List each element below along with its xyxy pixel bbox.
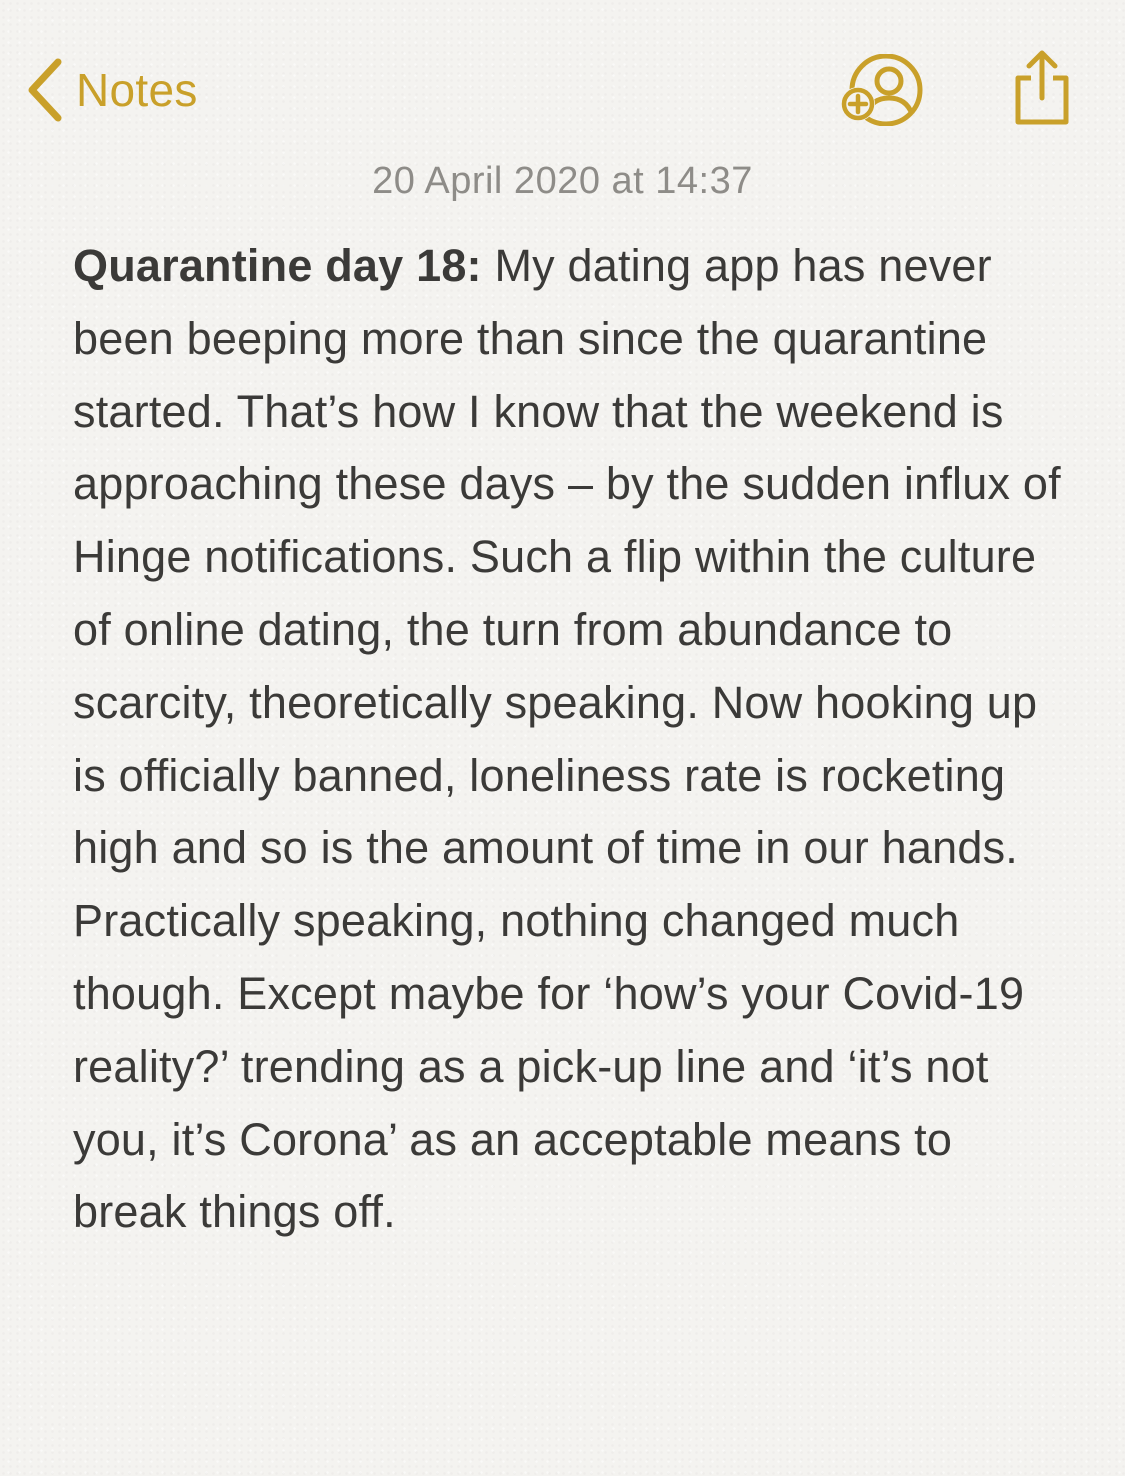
chevron-left-icon: [24, 57, 64, 123]
back-button-label: Notes: [76, 64, 198, 116]
note-heading: Quarantine day 18:: [73, 240, 482, 291]
navigation-bar: [0, 0, 1125, 150]
person-add-icon: [836, 54, 928, 126]
back-button[interactable]: [24, 56, 198, 124]
note-body-text: My dating app has never been beeping more than since the quarantine started. That’s how I know that the weekend is approaching these days – by the sudden influx of Hinge notifications. Such a flip within the culture of online dating, the turn from abundance to scarcity, theoretically speaking. Now hooking up is officially banned, loneliness rate is rocketing high and so is the amount of time in our hands. Practically speaking, nothing changed much though. Except maybe for ‘how’s your Covid-19 reality?’ trending as a pick-up line and ‘it’s not you, it’s Corona’ as an acceptable means to break things off.: [73, 240, 1061, 1238]
note-text[interactable]: [73, 230, 1063, 1249]
share-icon: [1010, 48, 1074, 128]
note-timestamp: 20 April 2020 at 14:37: [372, 160, 753, 202]
share-button[interactable]: [1010, 48, 1074, 128]
add-person-button[interactable]: [836, 54, 928, 126]
